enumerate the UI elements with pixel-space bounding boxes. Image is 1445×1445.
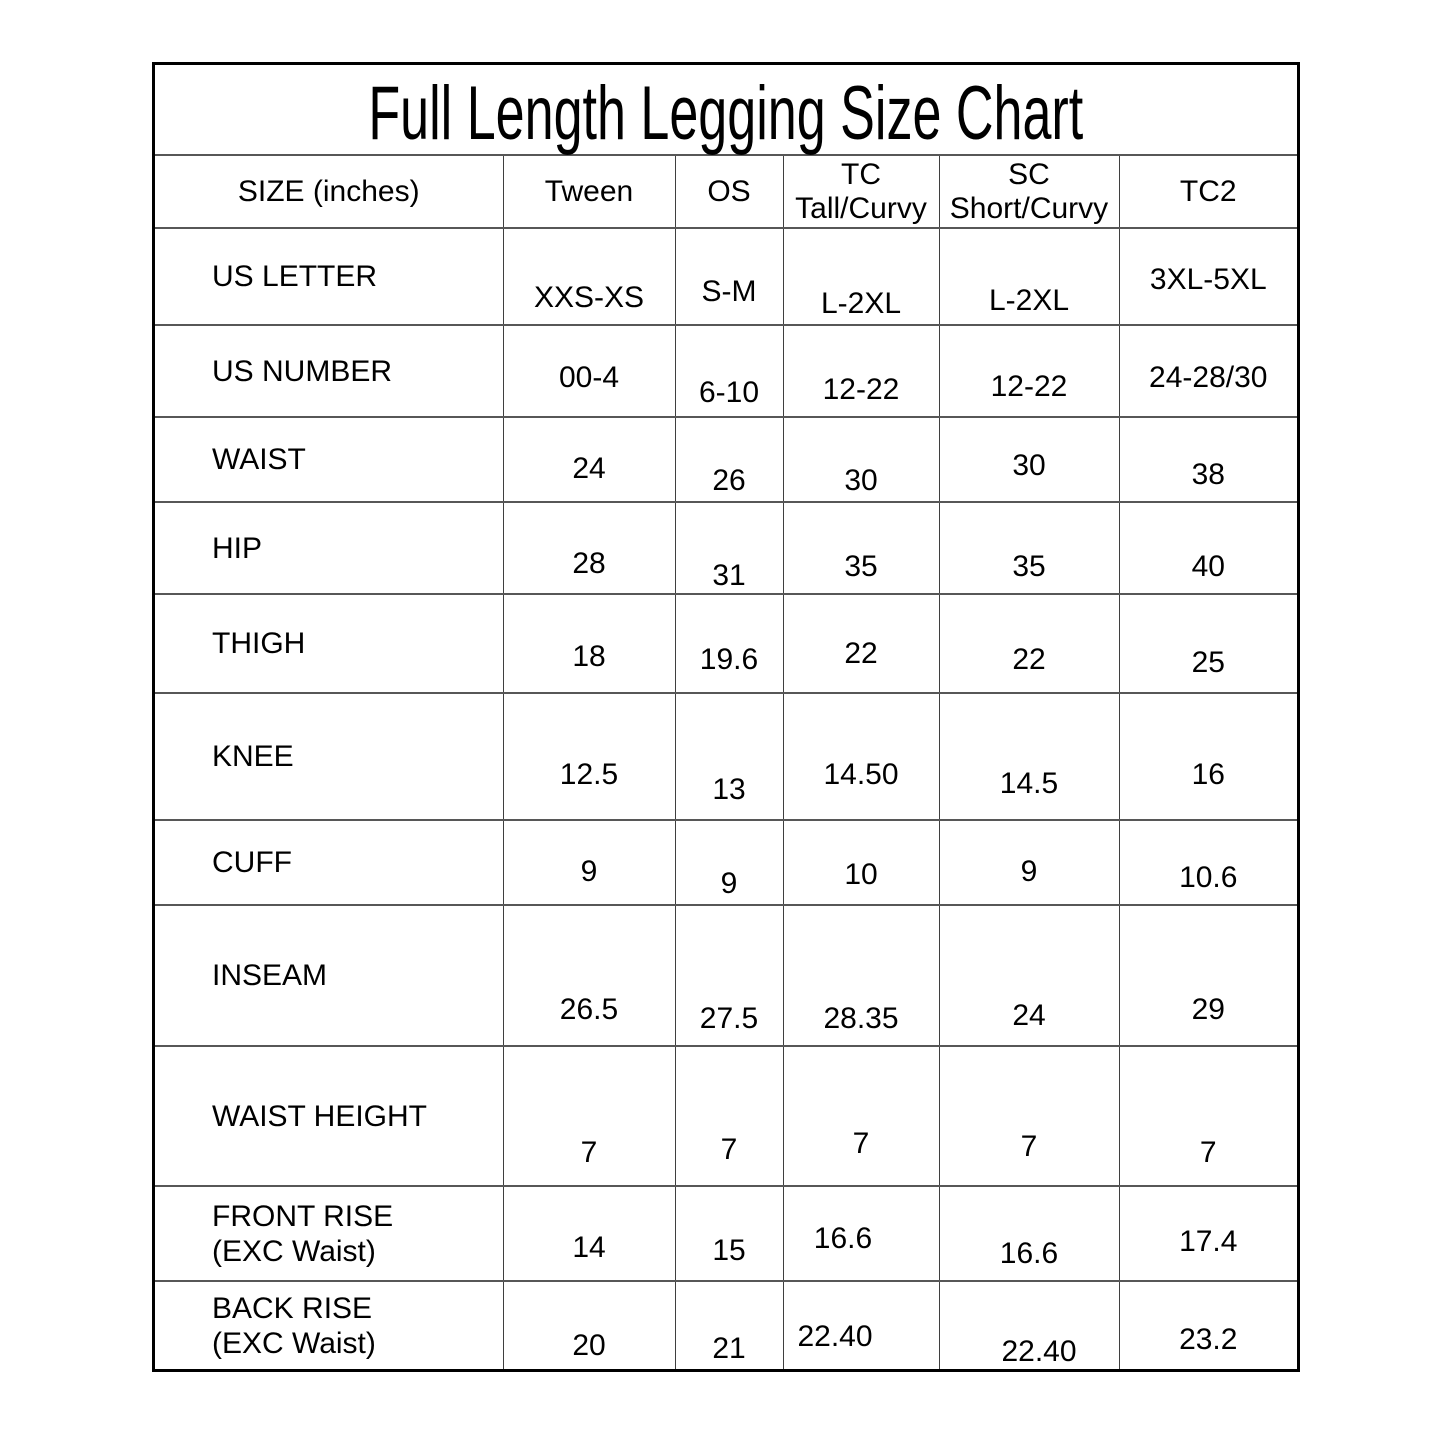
value-cell — [939, 228, 1119, 325]
value: 9 — [1020, 855, 1038, 888]
value-cell — [675, 228, 783, 325]
value: 22 — [1012, 643, 1046, 676]
value: 25 — [1191, 646, 1225, 679]
value-cell — [783, 693, 939, 820]
value: 23.2 — [1179, 1323, 1238, 1356]
value: 12-22 — [990, 370, 1068, 403]
value: 24-28/30 — [1149, 361, 1268, 394]
value-cell — [783, 502, 939, 594]
value-cell — [783, 325, 939, 417]
value-cell — [1119, 693, 1297, 820]
value-cell — [1119, 1046, 1297, 1186]
value-cell — [939, 502, 1119, 594]
value-cell — [1119, 228, 1297, 325]
value: 14.5 — [999, 767, 1059, 800]
value: XXS-XS — [533, 281, 645, 314]
value-cell — [675, 1281, 783, 1369]
table-row — [155, 905, 1297, 1046]
value: 10.6 — [1179, 861, 1238, 894]
value-cell — [783, 1046, 939, 1186]
value: 29 — [1191, 993, 1225, 1026]
value: 9 — [580, 855, 598, 888]
table-row — [155, 1186, 1297, 1281]
value: 38 — [1191, 458, 1225, 491]
value: S-M — [701, 275, 757, 308]
value-cell — [1119, 325, 1297, 417]
value: 22.40 — [797, 1320, 873, 1353]
value: 12.5 — [559, 758, 619, 791]
value-cell — [1119, 1186, 1297, 1281]
value: 7 — [852, 1127, 870, 1160]
value-cell — [939, 417, 1119, 502]
value-cell — [503, 1046, 675, 1186]
value: L-2XL — [988, 284, 1070, 317]
value: 22.40 — [1001, 1335, 1077, 1368]
value-cell — [1119, 1281, 1297, 1369]
value: 15 — [712, 1234, 746, 1267]
column-header-tc: TC Tall/Curvy — [783, 155, 939, 228]
value: 35 — [1012, 550, 1046, 583]
header-row — [155, 155, 1297, 228]
value: L-2XL — [820, 287, 902, 320]
value-cell — [1119, 502, 1297, 594]
table-row — [155, 417, 1297, 502]
row-label-back-rise: BACK RISE (EXC Waist) — [155, 1281, 503, 1369]
value: 30 — [1012, 449, 1046, 482]
value: 14.50 — [823, 758, 899, 791]
value: 28.35 — [823, 1002, 899, 1035]
value: 30 — [844, 464, 878, 497]
table-row — [155, 1281, 1297, 1369]
value-cell — [675, 594, 783, 693]
value-cell — [939, 594, 1119, 693]
value-cell — [939, 325, 1119, 417]
column-header-size: SIZE (inches) — [155, 155, 503, 228]
value-cell — [675, 502, 783, 594]
value: 7 — [580, 1136, 598, 1169]
value-cell — [503, 905, 675, 1046]
value: 7 — [1199, 1136, 1217, 1169]
value-cell — [939, 693, 1119, 820]
value-cell — [503, 1281, 675, 1369]
table-row — [155, 325, 1297, 417]
value-cell — [503, 594, 675, 693]
value-cell — [503, 228, 675, 325]
value: 27.5 — [699, 1002, 759, 1035]
value-cell — [1119, 820, 1297, 905]
value: 26.5 — [559, 993, 619, 1026]
value-cell — [939, 820, 1119, 905]
table-row — [155, 820, 1297, 905]
value: 7 — [720, 1133, 738, 1166]
value-cell — [783, 1281, 939, 1369]
value: 40 — [1191, 550, 1225, 583]
value-cell — [939, 1186, 1119, 1281]
value-cell — [675, 693, 783, 820]
column-header-tc2: TC2 — [1119, 155, 1297, 228]
size-chart-table — [152, 62, 1300, 1372]
value: 9 — [720, 867, 738, 900]
row-label-waist-height: WAIST HEIGHT — [155, 1046, 503, 1186]
value: 28 — [572, 547, 606, 580]
size-table — [155, 65, 1297, 1369]
value-cell — [939, 1281, 1119, 1369]
value: 7 — [1020, 1130, 1038, 1163]
value-cell — [939, 905, 1119, 1046]
value-cell — [783, 820, 939, 905]
row-label-waist: WAIST — [155, 417, 503, 502]
value: 14 — [572, 1231, 606, 1264]
table-row — [155, 1046, 1297, 1186]
value-cell — [503, 502, 675, 594]
row-label-inseam: INSEAM — [155, 905, 503, 1046]
value-cell — [675, 417, 783, 502]
value: 3XL-5XL — [1149, 263, 1267, 296]
value: 31 — [712, 559, 746, 592]
column-header-sc: SC Short/Curvy — [939, 155, 1119, 228]
value-cell — [675, 905, 783, 1046]
value: 17.4 — [1179, 1225, 1238, 1258]
value: 10 — [844, 858, 878, 891]
value: 12-22 — [822, 373, 900, 406]
value-cell — [675, 1046, 783, 1186]
value: 24 — [572, 452, 606, 485]
table-row — [155, 594, 1297, 693]
table-row — [155, 228, 1297, 325]
value: 26 — [712, 464, 746, 497]
column-header-os: OS — [675, 155, 783, 228]
row-label-hip: HIP — [155, 502, 503, 594]
value-cell — [675, 820, 783, 905]
row-label-cuff: CUFF — [155, 820, 503, 905]
value-cell — [503, 820, 675, 905]
value-cell — [503, 1186, 675, 1281]
value-cell — [503, 693, 675, 820]
value: 35 — [844, 550, 878, 583]
value-cell — [503, 325, 675, 417]
value-cell — [1119, 905, 1297, 1046]
value-cell — [675, 325, 783, 417]
row-label-thigh: THIGH — [155, 594, 503, 693]
chart-title — [155, 65, 1297, 155]
row-label-front-rise: FRONT RISE (EXC Waist) — [155, 1186, 503, 1281]
value-cell — [1119, 594, 1297, 693]
value: 18 — [572, 640, 606, 673]
value-cell — [783, 905, 939, 1046]
value: 00-4 — [558, 361, 620, 394]
row-label-knee: KNEE — [155, 693, 503, 820]
value-cell — [503, 417, 675, 502]
chart-title-text: Full Length Legging Size Chart — [368, 70, 1084, 156]
value-cell — [783, 417, 939, 502]
value: 22 — [844, 637, 878, 670]
value-cell — [783, 1186, 939, 1281]
column-header-tween: Tween — [503, 155, 675, 228]
value-cell — [783, 228, 939, 325]
value: 16.6 — [813, 1222, 873, 1255]
value: 16 — [1191, 758, 1225, 791]
value: 21 — [712, 1332, 746, 1365]
value: 6-10 — [698, 376, 760, 409]
table-row — [155, 65, 1297, 155]
value: 24 — [1012, 999, 1046, 1032]
value: 16.6 — [999, 1237, 1059, 1270]
row-label-us-letter: US LETTER — [155, 228, 503, 325]
value-cell — [1119, 417, 1297, 502]
value-cell — [675, 1186, 783, 1281]
table-row — [155, 693, 1297, 820]
value-cell — [783, 594, 939, 693]
value-cell — [939, 1046, 1119, 1186]
value: 19.6 — [699, 643, 759, 676]
table-row — [155, 502, 1297, 594]
value: 20 — [572, 1329, 606, 1362]
row-label-us-number: US NUMBER — [155, 325, 503, 417]
value: 13 — [712, 773, 746, 806]
